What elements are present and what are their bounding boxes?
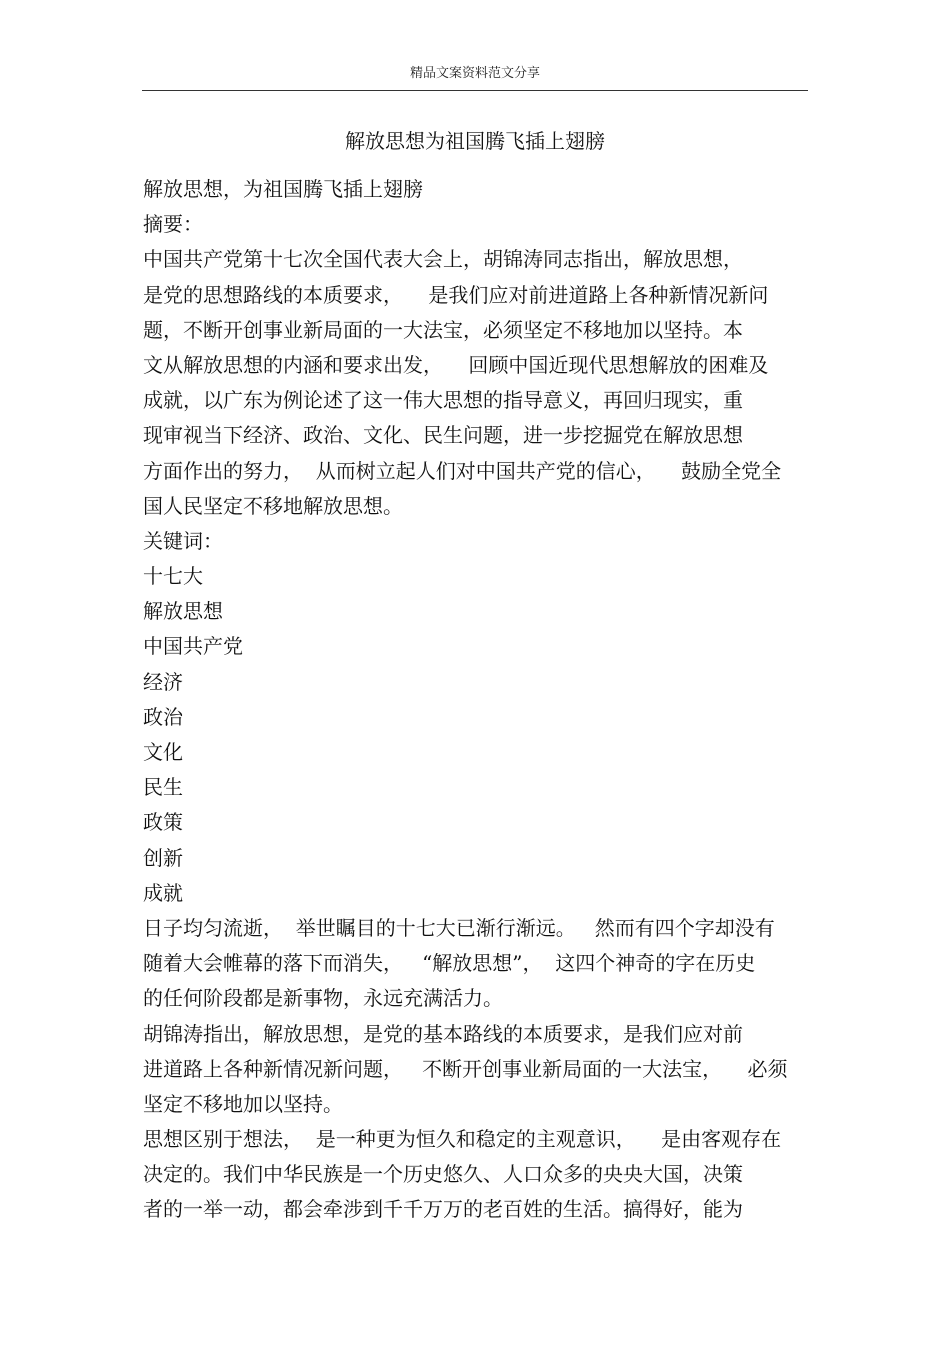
body-line: 进道路上各种新情况新问题， 不断开创事业新局面的一大法宝， 必须 <box>143 1056 788 1081</box>
keyword-item: 政策 <box>143 810 183 835</box>
body-line: 随着大会帷幕的落下而消失， “解放思想”， 这四个神奇的字在历史 <box>143 951 756 976</box>
keyword-item: 民生 <box>143 775 183 800</box>
document-body <box>143 172 813 1228</box>
body-line: 中国共产党第十七次全国代表大会上，胡锦涛同志指出，解放思想， <box>143 247 743 272</box>
page-header-text: 精品文案资料范文分享 <box>409 66 540 81</box>
body-line: 国人民坚定不移地解放思想。 <box>143 493 403 518</box>
body-line: 的任何阶段都是新事物，永远充满活力。 <box>143 986 503 1011</box>
body-line: 者的一举一动，都会牵涉到千千万万的老百姓的生活。搞得好，能为 <box>143 1197 743 1222</box>
body-line: 题，不断开创事业新局面的一大法宝，必须坚定不移地加以坚持。本 <box>143 317 743 342</box>
document-title: 解放思想为祖国腾飞插上翅膀 <box>345 129 605 153</box>
body-line: 成就，以广东为例论述了这一伟大思想的指导意义，再回归现实，重 <box>143 388 743 413</box>
body-line: 坚定不移地加以坚持。 <box>143 1091 343 1116</box>
body-line: 日子均匀流逝， 举世瞩目的十七大已渐行渐远。 然而有四个字却没有 <box>143 915 775 940</box>
body-line: 决定的。我们中华民族是一个历史悠久、人口众多的央央大国，决策 <box>143 1162 743 1187</box>
body-line: 现审视当下经济、政治、文化、民生问题，进一步挖掘党在解放思想 <box>143 423 743 448</box>
keyword-item: 创新 <box>143 845 183 870</box>
header-divider <box>142 90 808 91</box>
keyword-item: 中国共产党 <box>143 634 243 659</box>
body-line: 摘要： <box>143 212 203 237</box>
body-line: 方面作出的努力， 从而树立起人们对中国共产党的信心， 鼓励全党全 <box>143 458 782 483</box>
body-line: 是党的思想路线的本质要求， 是我们应对前进道路上各种新情况新问 <box>143 282 769 307</box>
keyword-item: 经济 <box>143 669 183 694</box>
keyword-item: 文化 <box>143 740 183 764</box>
keyword-item: 政治 <box>143 704 183 729</box>
body-line: 文从解放思想的内涵和要求出发， 回顾中国近现代思想解放的困难及 <box>143 352 769 377</box>
keyword-item: 十七大 <box>143 564 203 589</box>
body-line: 解放思想，为祖国腾飞插上翅膀 <box>143 177 423 201</box>
body-line: 胡锦涛指出，解放思想，是党的基本路线的本质要求，是我们应对前 <box>143 1021 743 1046</box>
keyword-item: 成就 <box>143 880 183 905</box>
keyword-item: 解放思想 <box>143 599 223 624</box>
body-line: 关键词： <box>143 528 223 553</box>
body-line: 思想区别于想法， 是一种更为恒久和稳定的主观意识， 是由客观存在 <box>143 1127 782 1152</box>
